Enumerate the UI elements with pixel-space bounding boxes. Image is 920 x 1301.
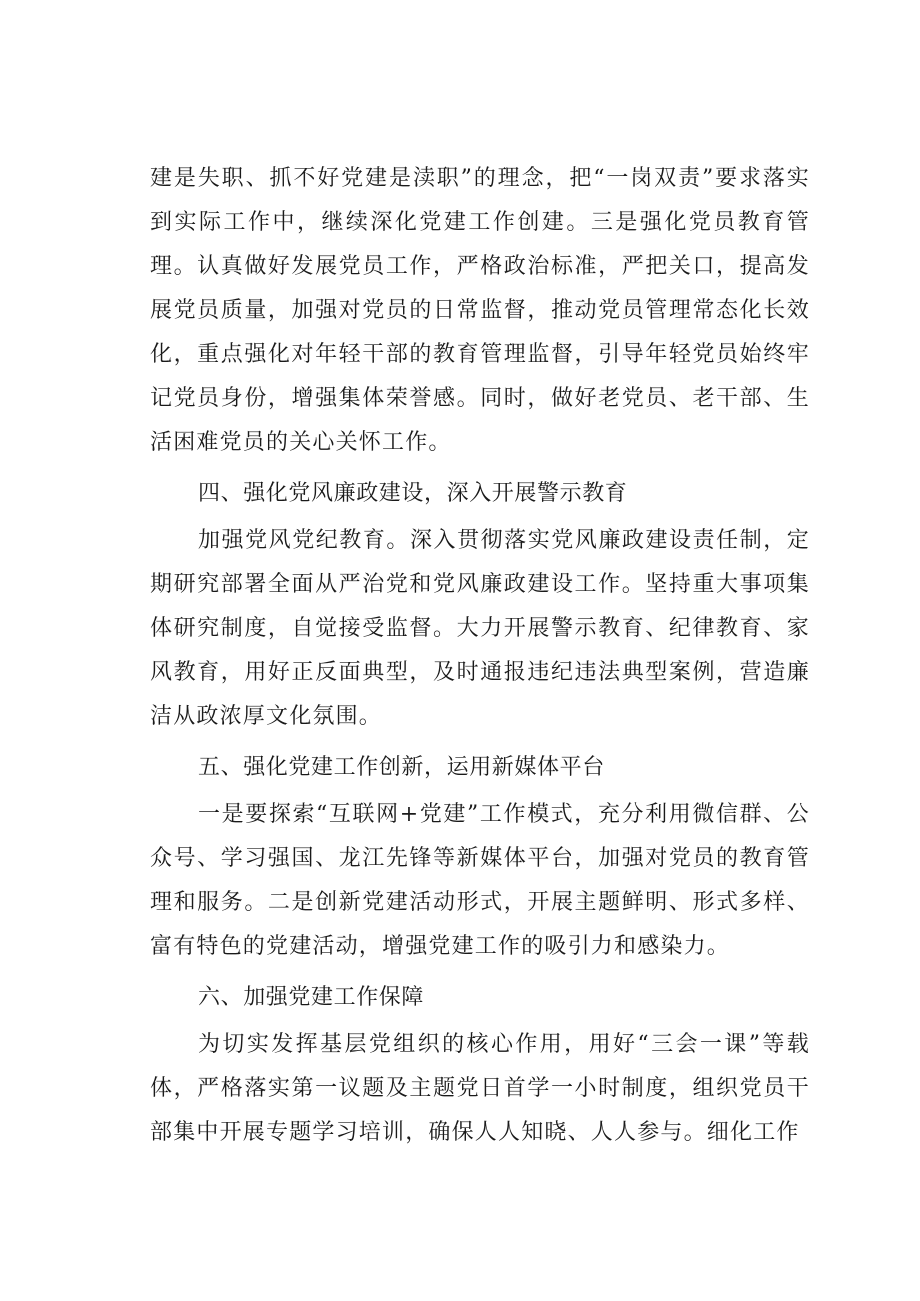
section-heading-5: 五、强化党建工作创新，运用新媒体平台: [198, 755, 605, 780]
section-heading-6: 六、加强党建工作保障: [198, 985, 425, 1010]
document-body: [150, 157, 810, 1155]
paragraph-integrity-education: 加强党风党纪教育。深入贯彻落实党风廉政建设责任制，定期研究部署全面从严治党和党风廉政建设工作。坚持重大事项集体研究制度，自觉接受监督。大力开展警示教育、纪律教育、家风教育，用好正反面典型，及时通报违纪违法典型案例，营造廉洁从政浓厚文化氛围。: [150, 528, 810, 729]
paragraph-continuation: 建是失职、抓不好党建是渎职”的理念，把“一岗双责”要求落实到实际工作中，继续深化党建工作创建。三是强化党员教育管理。认真做好发展党员工作，严格政治标准，严把关口，提高发展党员质量，加强对党员的日常监督，推动党员管理常态化长效化，重点强化对年轻干部的教育管理监督，引导年轻党员始终牢记党员身份，增强集体荣誉感。同时，做好老党员、老干部、生活困难党员的关心关怀工作。: [150, 166, 810, 455]
section-heading-4: 四、强化党风廉政建设，深入开展警示教育: [198, 481, 628, 506]
paragraph-guarantee: 为切实发挥基层党组织的核心作用，用好“三会一课”等载体，严格落实第一议题及主题党日首学一小时制度，组织党员干部集中开展专题学习培训，确保人人知晓、人人参与。细化工作: [150, 1032, 810, 1145]
paragraph-new-media: 一是要探索“互联网+党建”工作模式，充分利用微信群、公众号、学习强国、龙江先锋等新媒体平台，加强对党员的教育管理和服务。二是创新党建活动形式，开展主题鲜明、形式多样、富有特色的党建活动，增强党建工作的吸引力和感染力。: [150, 802, 810, 959]
